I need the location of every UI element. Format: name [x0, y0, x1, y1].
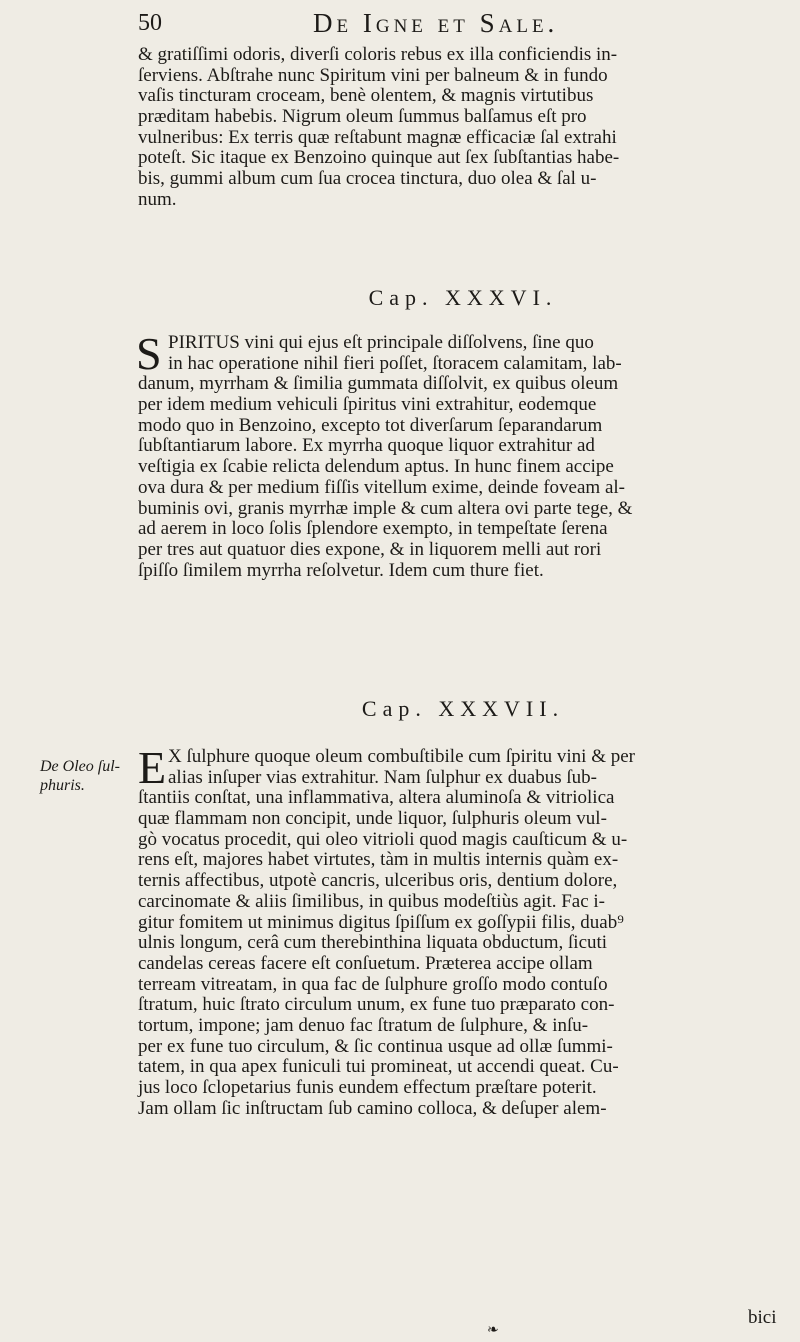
- text-line: per ex fune tuo circulum, & ſic continua usque ad ollæ ſummi-: [138, 1035, 613, 1057]
- text-line: gitur fomitem ut minimus digitus ſpiſſum ex goſſypii filis, duab⁹: [138, 911, 624, 933]
- text-line: ad aerem in loco ſolis ſplendore exempto, in tempeſtate ſerena: [138, 518, 608, 540]
- paragraph-2: [138, 374, 788, 581]
- chapter-heading-37: Cap. XXXVII.: [361, 696, 565, 721]
- text-line: ulnis longum, cerâ cum therebinthina liquata obductum, ſicuti: [138, 932, 608, 954]
- margin-note: [40, 757, 130, 795]
- catchword: bici: [748, 1307, 777, 1328]
- text-line: ternis affectibus, utpotè cancris, ulceribus oris, dentium dolore,: [138, 870, 618, 892]
- text-line: candelas cereas facere eſt conſuetum. Præterea accipe ollam: [138, 952, 593, 974]
- text-line: ova dura & per medium fiſſis vitellum exime, deinde foveam al-: [138, 476, 625, 498]
- drop-initial-e: E: [138, 742, 167, 793]
- text-line: ſtantiis conſtat, una inflammativa, altera aluminoſa & vitriolica: [138, 787, 615, 809]
- text-line: per idem medium vehiculi ſpiritus vini extrahitur, eodemque: [138, 394, 597, 416]
- text-line: veſtigia ex ſcabie relicta delendum aptus. In hunc finem accipe: [138, 456, 614, 478]
- text-line: ſtratum, huic ſtrato circulum unum, ex fune tuo præparato con-: [138, 994, 615, 1016]
- text-line: Jam ollam ſic inſtructam ſub camino colloca, & deſuper alem-: [138, 1097, 607, 1119]
- text-line: num.: [138, 188, 177, 210]
- text-line: PIRITUS vini qui ejus eſt principale diſſolvens, ſine quo: [168, 332, 594, 353]
- text-line: bis, gummi album cum ſua crocea tinctura, duo olea & ſal u-: [138, 168, 597, 190]
- text-line: ſerviens. Abſtrahe nunc Spiritum vini per balneum & in fundo: [138, 64, 608, 86]
- text-line: præditam habebis. Nigrum oleum ſummus balſamus eſt pro: [138, 106, 587, 128]
- text-line: per tres aut quatuor dies expone, & in liquorem melli aut rori: [138, 538, 602, 560]
- text-line: ſubſtantiarum labore. Ex myrrha quoque liquor extrahitur ad: [138, 435, 595, 457]
- paragraph-2-head: [168, 333, 788, 374]
- page-header: [138, 6, 778, 46]
- text-line: gò vocatus procedit, qui oleo vitrioli quod magis cauſticum & u-: [138, 828, 628, 850]
- text-line: tatem, in qua apex funiculi tui promineat, ut accendi queat. Cu-: [138, 1056, 619, 1078]
- text-line: tortum, impone; jam denuo fac ſtratum de ſulphure, & inſu-: [138, 1014, 589, 1036]
- text-line: rens eſt, majores habet virtutes, tàm in multis internis quàm ex-: [138, 849, 619, 871]
- drop-initial-s: S: [136, 328, 162, 379]
- text-line: quæ flammam non concipit, unde liquor, ſulphuris oleum vul-: [138, 808, 607, 830]
- text-line: vulneribus: Ex terris quæ reſtabunt magnæ efficaciæ ſal extrahi: [138, 126, 617, 148]
- text-line: ſpiſſo ſimilem myrrha reſolvetur. Idem cum thure fiet.: [138, 559, 544, 581]
- margin-note-line: phuris.: [40, 777, 85, 794]
- text-line: danum, myrrham & ſimilia gummata diſſolvit, ex quibus oleum: [138, 373, 619, 395]
- page-number: 50: [138, 10, 162, 36]
- running-head: De Igne et Sale.: [313, 8, 559, 38]
- text-line: & gratiſſimi odoris, diverſi coloris rebus ex illa conficiendis in-: [138, 44, 618, 65]
- text-line: in hac operatione nihil fieri poſſet, ſtoracem calamitam, lab-: [168, 352, 622, 374]
- text-line: X ſulphure quoque oleum combuſtibile cum ſpiritu vini & per: [168, 746, 636, 767]
- chapter-heading-36: Cap. XXXVI.: [368, 285, 558, 310]
- ornament-icon: ❧: [487, 1323, 499, 1338]
- text-line: modo quo in Benzoino, excepto tot diverſarum ſeparandarum: [138, 414, 603, 436]
- paragraph-3-head: [168, 747, 788, 788]
- margin-note-line: De Oleo ſul-: [40, 758, 120, 775]
- text-line: jus loco ſclopetarius funis eundem effectum præſtare poterit.: [138, 1077, 597, 1099]
- text-line: poteſt. Sic itaque ex Benzoino quinque aut ſex ſubſtantias habe-: [138, 147, 620, 169]
- text-line: terream vitreatam, in qua fac de ſulphure groſſo modo contuſo: [138, 973, 608, 995]
- paragraph-1: [138, 45, 788, 211]
- text-line: buminis ovi, granis myrrhæ imple & cum altera ovi parte tege, &: [138, 497, 633, 519]
- paragraph-3: [138, 788, 788, 1119]
- text-line: vaſis tincturam croceam, benè olentem, & magnis virtutibus: [138, 85, 594, 107]
- text-line: carcinomate & aliis ſimilibus, in quibus modeſtiùs agit. Fac i-: [138, 890, 606, 912]
- text-line: alias inſuper vias extrahitur. Nam ſulphur ex duabus ſub-: [168, 766, 597, 788]
